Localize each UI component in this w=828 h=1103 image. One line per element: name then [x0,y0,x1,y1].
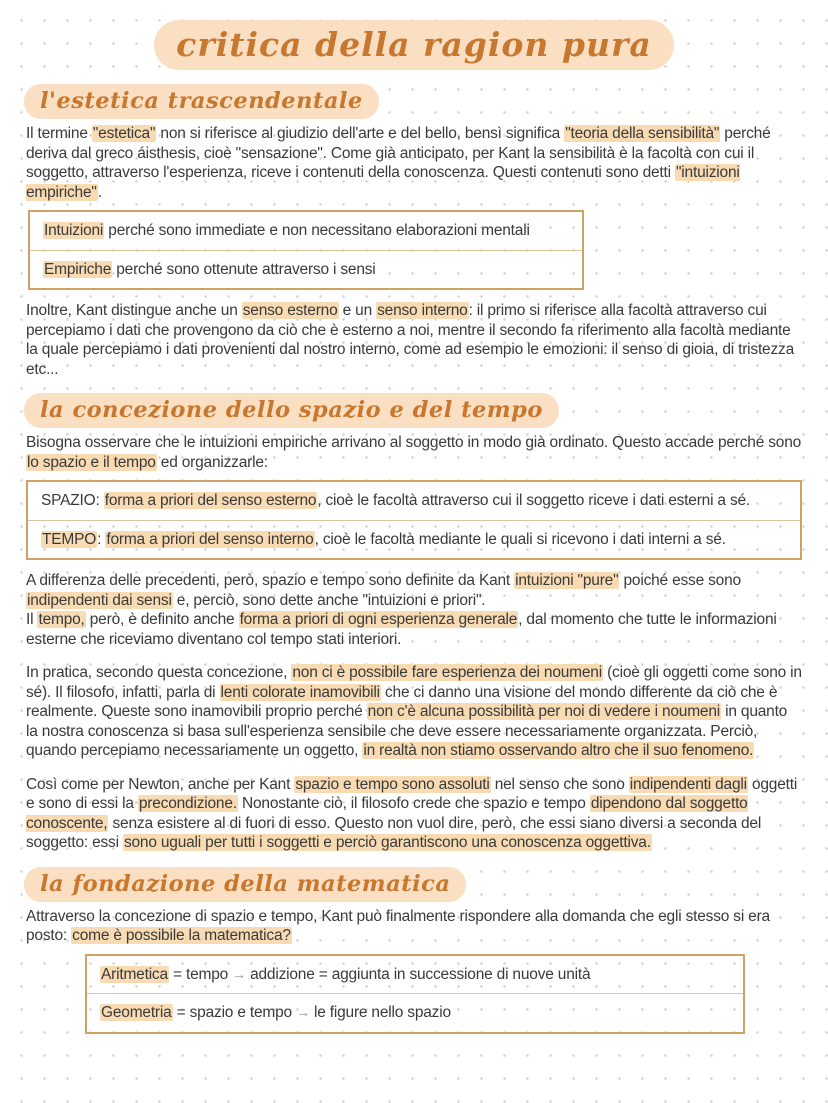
highlighted-text: Empiriche [44,260,112,278]
text-segment: poiché esse sono [619,572,741,589]
text-segment: A differenza delle precedenti, però, spazio e tempo sono definite da Kant [26,572,515,589]
text-segment: = tempo [168,965,233,983]
text-segment: = spazio e tempo [172,1004,297,1021]
highlighted-text: forma a priori di ogni esperienza generale [239,611,518,628]
text-segment: ed organizzarle: [156,453,268,471]
text-segment: In pratica, secondo questa concezione, [26,664,292,681]
highlighted-text: Intuizioni [44,222,104,239]
page-title-wrap [26,20,802,70]
paragraph-newton-kant [26,775,802,853]
note-box-row-spazio [28,482,800,520]
text-segment: , dal momento che tutte le informazioni esterne che riceviamo diventano col tempo stati interiori. [26,611,777,648]
highlighted-text: TEMPO [42,530,97,548]
note-box-intuizioni-empiriche [28,210,584,290]
section-estetica-heading-row [24,84,802,119]
note-box-row-empiriche [30,250,582,289]
section-heading-matematica: la fondazione della matematica [24,867,466,902]
highlighted-text: tempo, [38,611,85,628]
section-heading-estetica: l'estetica trascendentale [24,84,379,119]
highlighted-text: lo spazio e il tempo [27,453,156,471]
text-segment: addizione = aggiunta in successione di nuove unità [245,965,591,983]
text-segment: Attraverso la concezione di spazio e tempo, Kant può finalmente rispondere alla domanda che egli stesso si era posto: [26,907,770,944]
note-box-matematica [85,954,745,1034]
text-segment: e, perciò, sono dette anche "intuizioni e priori". [172,591,486,609]
highlighted-text: forma a priori del senso esterno [104,492,317,509]
highlighted-text: "teoria della sensibilità" [565,125,720,142]
highlighted-text: senso esterno [242,302,338,319]
text-segment: → [232,965,246,982]
text-segment: Il [26,611,38,628]
section-heading-spazio-tempo: la concezione dello spazio e del tempo [24,393,559,428]
paragraph-noumeni [26,663,802,761]
text-segment: Così come per Newton, anche per Kant [26,775,295,793]
section-spazio-tempo-heading-row [24,393,802,428]
highlighted-text: lenti colorate inamovibili [220,683,380,701]
text-segment: (cioè gli oggetti come sono in sé). Il filosofo, infatti, parla di [26,664,802,701]
highlighted-text: senso interno [377,302,468,319]
highlighted-text: in realtà non stiamo osservando altro che il suo fenomeno. [363,742,754,759]
text-segment: che ci danno una visione del mondo differente da ciò che è realmente. Queste sono inamovibili proprio perché [26,683,778,720]
highlighted-text: non ci è possibile fare esperienza dei noumeni [292,664,602,681]
text-segment: : il primo si riferisce alla facoltà attraverso cui percepiamo i dati che provengono da ciò che è esterno a noi, mentre il secondo fa riferimento alla facoltà mediante la quale percepiamo i dati provenienti dal nostro interno, come ad esempio le emozioni: il senso di gioia, di tristezza etc... [26,302,794,378]
section-matematica-heading-row [24,867,802,902]
text-segment: però, è definito anche [85,611,239,628]
text-segment: nel senso che sono [490,775,629,793]
text-segment: . [97,183,102,201]
highlighted-text: indipendenti dagli [629,775,747,793]
page-title: critica della ragion pura [154,20,673,70]
paragraph-intuizioni-ordinate [26,433,802,472]
highlighted-text: spazio e tempo sono assoluti [295,775,490,793]
highlighted-text: "estetica" [92,125,156,142]
paragraph-domanda-matematica [26,907,802,946]
highlighted-text: Geometria [101,1004,172,1021]
text-segment: : [97,530,106,548]
text-segment: e un [338,302,377,319]
text-segment: , cioè le facoltà attraverso cui il soggetto riceve i dati esterni a sé. [317,492,751,509]
paragraph-senso-esterno-interno [26,301,802,379]
text-segment: Inoltre, Kant distingue anche un [26,302,242,319]
highlighted-text: precondizione. [138,795,237,812]
highlighted-text: "intuizioni empiriche" [26,164,740,201]
text-segment: perché sono immediate e non necessitano elaborazioni mentali [104,222,530,239]
text-segment: Nonostante ciò, il filosofo crede che spazio e tempo [237,795,590,812]
text-segment: → [296,1004,310,1020]
text-segment: in quanto la nostra conoscenza si basa sull'esperienza sensibile che deve essere necessariamente organizzata. Perciò, quando percepiamo necessariamente un oggetto, [26,703,788,759]
highlighted-text: indipendenti dai sensi [27,591,172,609]
highlighted-text: sono uguali per tutti i soggetti e perciò garantiscono una conoscenza oggettiva. [123,834,651,851]
highlighted-text: non c'è alcuna possibilità per noi di vedere i noumeni [367,703,721,720]
highlighted-text: intuizioni "pure" [515,572,619,589]
note-box-row-intuizioni [30,212,582,250]
paragraph-estetica-intro [26,124,802,202]
text-segment: Bisogna osservare che le intuizioni empiriche arrivano al soggetto in modo già ordinato. Questo accade perché sono [26,434,802,451]
text-segment: , cioè le facoltà mediante le quali si ricevono i dati interni a sé. [314,530,726,548]
note-box-row-aritmetica [87,956,743,994]
note-box-spazio-tempo [26,480,802,560]
highlighted-text: Aritmetica [101,965,168,983]
highlighted-text: dipendono dal soggetto conoscente, [26,795,748,832]
text-segment: Il termine [26,125,92,142]
text-segment: perché deriva dal greco áisthesis, cioè "sensazione". Come già anticipato, per Kant la sensibilità è la facoltà con cui il soggetto, attraverso l'esperienza, riceve i contenuti della conoscenza. Questi contenuti sono detti [26,125,771,181]
text-segment: perché sono ottenute attraverso i sensi [112,260,376,278]
note-box-row-geometria [87,993,743,1032]
text-segment: oggetti e sono di essi la [26,775,798,812]
text-segment: non si riferisce al giudizio dell'arte e del bello, bensì significa [156,125,565,142]
text-segment: le figure nello spazio [309,1004,451,1021]
note-box-row-tempo [28,520,800,559]
text-segment: senza esistere al di fuori di esso. Questo non vuol dire, però, che essi siano diversi a seconda del soggetto: essi [26,814,762,851]
highlighted-text: come è possibile la matematica? [72,927,291,944]
text-segment: SPAZIO: [41,492,104,509]
highlighted-text: forma a priori del senso interno [106,530,314,548]
paragraph-intuizioni-pure [26,571,802,649]
